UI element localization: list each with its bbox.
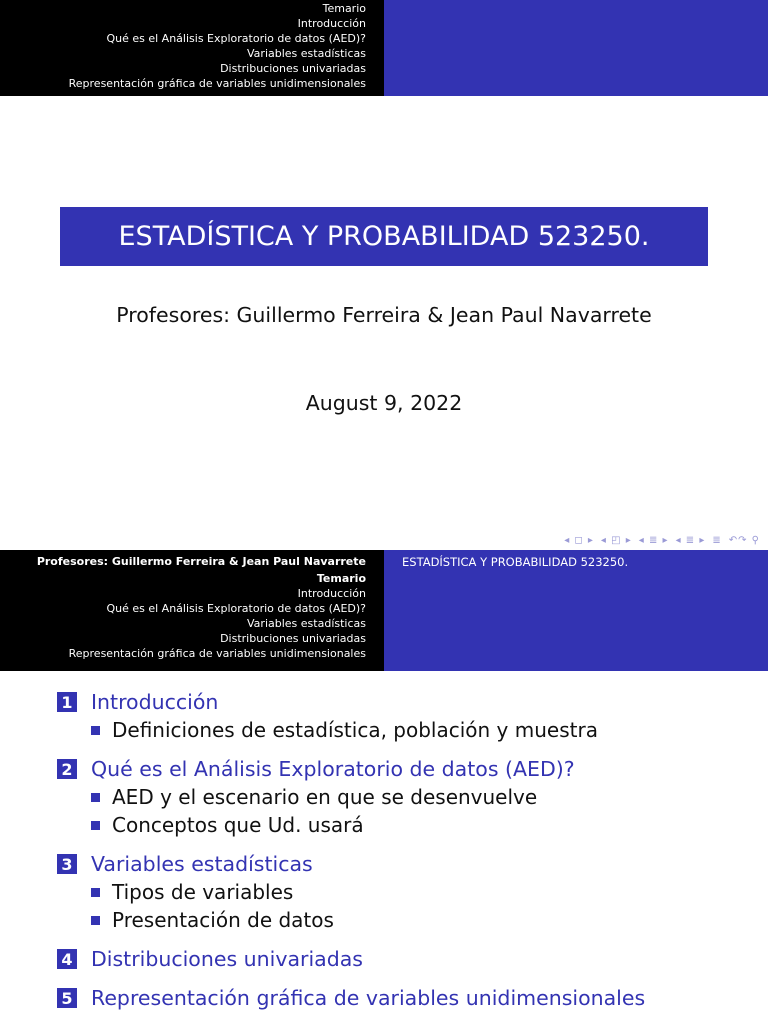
toc-subsection[interactable] [57, 716, 757, 744]
headline-toc [0, 550, 384, 671]
nav-section-icon[interactable]: ◂ ≣ ▸ [638, 535, 669, 546]
headline-right-panel [384, 0, 768, 96]
nav-frame-icon[interactable]: ◂ ◻ ▸ [564, 535, 594, 546]
toc-subsection[interactable] [57, 906, 757, 934]
section-number: 5 [57, 988, 77, 1008]
authors: Profesores: Guillermo Ferreira & Jean Paul Navarrete [116, 303, 652, 327]
section-title: Qué es el Análisis Exploratorio de datos (AED)? [91, 757, 575, 781]
toc-section-2[interactable] [57, 755, 757, 783]
toc-section-1[interactable] [57, 688, 757, 716]
headline-toc-item[interactable]: Variables estadísticas [247, 617, 366, 630]
section-title: Introducción [91, 690, 219, 714]
headline-course-title: ESTADÍSTICA Y PROBABILIDAD 523250. [402, 555, 629, 569]
headline-right-panel [384, 550, 768, 671]
subsection-title: Definiciones de estadística, población y muestra [112, 718, 598, 742]
square-bullet-icon [91, 821, 100, 830]
presentation-title: ESTADÍSTICA Y PROBABILIDAD 523250. [60, 207, 708, 266]
headline-toc-item[interactable]: Distribuciones univariadas [220, 62, 366, 75]
section-title: Distribuciones univariadas [91, 947, 363, 971]
section-number: 1 [57, 692, 77, 712]
headline-toc [0, 0, 384, 96]
headline-toc-item[interactable]: Representación gráfica de variables unidimensionales [68, 77, 366, 90]
headline-toc-item-current[interactable]: Temario [316, 572, 366, 585]
slide-headline [0, 550, 768, 671]
section-number: 2 [57, 759, 77, 779]
subsection-title: Conceptos que Ud. usará [112, 813, 364, 837]
section-number: 4 [57, 949, 77, 969]
section-title: Representación gráfica de variables unidimensionales [91, 986, 646, 1010]
headline-toc-item[interactable]: Qué es el Análisis Exploratorio de datos (AED)? [106, 602, 366, 615]
table-of-contents [57, 688, 757, 1012]
square-bullet-icon [91, 888, 100, 897]
headline-toc-item[interactable]: Qué es el Análisis Exploratorio de datos (AED)? [106, 32, 366, 45]
nav-subsection-icon[interactable]: ◂ ◰ ▸ [600, 535, 632, 546]
toc-section-5[interactable] [57, 984, 757, 1012]
toc-section-3[interactable] [57, 850, 757, 878]
nav-subsection-list-icon[interactable]: ◂ ≣ ▸ [675, 535, 706, 546]
toc-subsection[interactable] [57, 811, 757, 839]
subsection-title: Presentación de datos [112, 908, 334, 932]
toc-slide [0, 550, 768, 1024]
headline-toc-item[interactable]: Distribuciones univariadas [220, 632, 366, 645]
headline-authors: Profesores: Guillermo Ferreira & Jean Paul Navarrete [36, 555, 366, 568]
square-bullet-icon [91, 793, 100, 802]
nav-toc-icon[interactable]: ≣ [712, 535, 722, 546]
headline-toc-item[interactable]: Representación gráfica de variables unidimensionales [68, 647, 366, 660]
section-number: 3 [57, 854, 77, 874]
subsection-title: Tipos de variables [112, 880, 294, 904]
headline-toc-item[interactable]: Temario [322, 2, 366, 15]
square-bullet-icon [91, 726, 100, 735]
beamer-navigation [564, 535, 760, 546]
nav-search-icon[interactable]: ↶↷ ⚲ [728, 535, 760, 546]
toc-subsection[interactable] [57, 783, 757, 811]
headline-toc-item[interactable]: Variables estadísticas [247, 47, 366, 60]
presentation-date: August 9, 2022 [305, 391, 463, 415]
toc-section-4[interactable] [57, 945, 757, 973]
section-title: Variables estadísticas [91, 852, 313, 876]
square-bullet-icon [91, 916, 100, 925]
slide-headline [0, 0, 768, 96]
headline-toc-item[interactable]: Introducción [297, 17, 366, 30]
toc-subsection[interactable] [57, 878, 757, 906]
headline-toc-item[interactable]: Introducción [297, 587, 366, 600]
subsection-title: AED y el escenario en que se desenvuelve [112, 785, 538, 809]
